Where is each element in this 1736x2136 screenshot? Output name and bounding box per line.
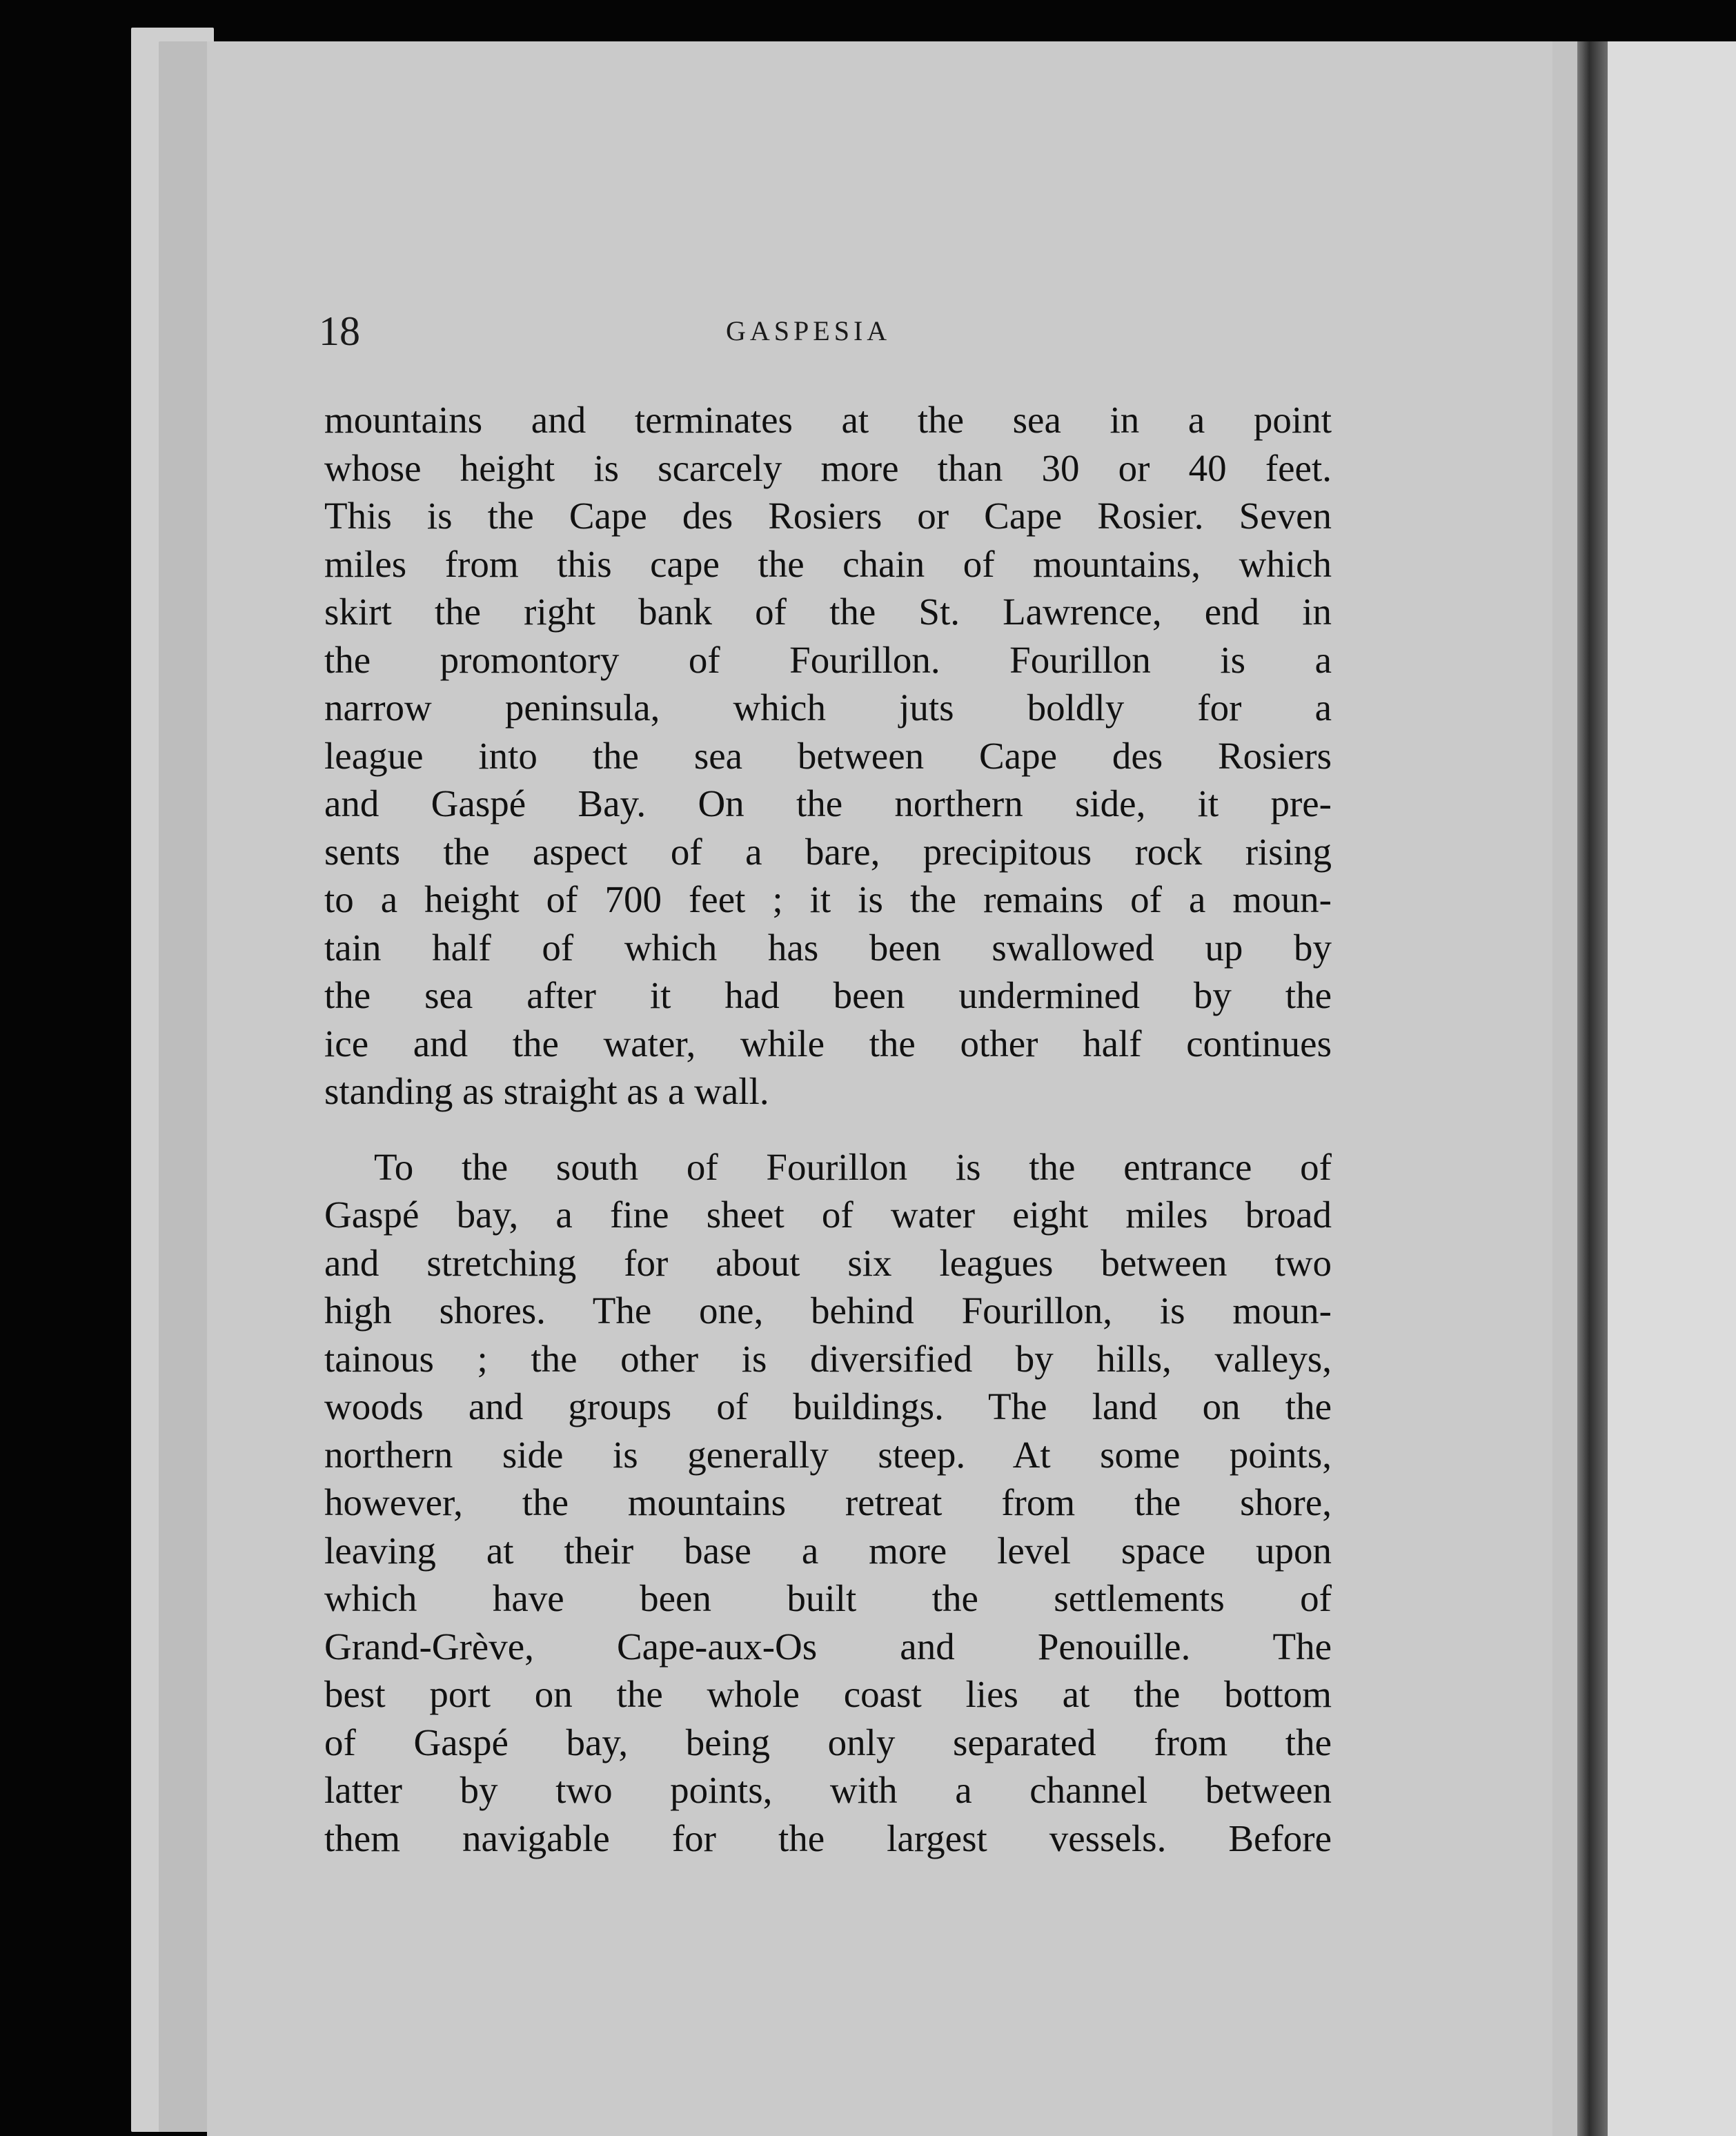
text-line: woods and groups of buildings. The land on the: [324, 1385, 1332, 1427]
text-line: leaving at their base a more level space upon: [324, 1529, 1332, 1572]
text-line: and Gaspé Bay. On the northern side, it pre-: [324, 782, 1332, 824]
text-line: northern side is generally steep. At some points,: [324, 1433, 1332, 1476]
text-line: tain half of which has been swallowed up by: [324, 926, 1332, 969]
running-title: GASPESIA: [726, 315, 891, 346]
text-line: sents the aspect of a bare, precipitous rock rising: [324, 830, 1332, 873]
text-line: latter by two points, with a channel between: [324, 1769, 1332, 1811]
text-line: Grand-Grève, Cape-aux-Os and Penouille. The: [324, 1625, 1332, 1668]
text-line: however, the mountains retreat from the shore,: [324, 1481, 1332, 1523]
text-line: best port on the whole coast lies at the bottom: [324, 1673, 1332, 1715]
text-line: mountains and terminates at the sea in a point: [324, 399, 1332, 441]
text-line: miles from this cape the chain of mountains, which: [324, 542, 1332, 585]
body-text: [324, 396, 1332, 1862]
book-gutter: [1577, 41, 1608, 2136]
text-line: and stretching for about six leagues between two: [324, 1241, 1332, 1284]
text-line: ice and the water, while the other half continues: [324, 1022, 1332, 1065]
text-line: of Gaspé bay, being only separated from the: [324, 1721, 1332, 1763]
paragraph-1: [324, 396, 1332, 1116]
text-line: them navigable for the largest vessels. Before: [324, 1817, 1332, 1859]
text-line: the promontory of Fourillon. Fourillon is a: [324, 638, 1332, 681]
paragraph-2: [324, 1143, 1332, 1863]
running-head: [319, 308, 1354, 356]
text-line: skirt the right bank of the St. Lawrence, end in: [324, 591, 1332, 633]
text-line: league into the sea between Cape des Rosiers: [324, 734, 1332, 777]
text-line: To the south of Fourillon is the entrance of: [374, 1145, 1332, 1188]
text-line: the sea after it had been undermined by the: [324, 974, 1332, 1016]
text-line: high shores. The one, behind Fourillon, is moun-: [324, 1289, 1332, 1332]
text-line: standing as straight as a wall.: [324, 1070, 769, 1112]
text-line: whose height is scarcely more than 30 or 40 feet.: [324, 446, 1332, 489]
text-line: This is the Cape des Rosiers or Cape Rosier. Seven: [324, 495, 1332, 537]
text-line: Gaspé bay, a fine sheet of water eight miles broad: [324, 1194, 1332, 1236]
facing-page-edge: [1608, 41, 1736, 2136]
text-line: to a height of 700 feet ; it is the remains of a moun-: [324, 878, 1332, 920]
text-line: which have been built the settlements of: [324, 1577, 1332, 1619]
text-line: tainous ; the other is diversified by hills, valleys,: [324, 1337, 1332, 1380]
page-number: 18: [319, 308, 360, 354]
text-line: narrow peninsula, which juts boldly for a: [324, 686, 1332, 729]
